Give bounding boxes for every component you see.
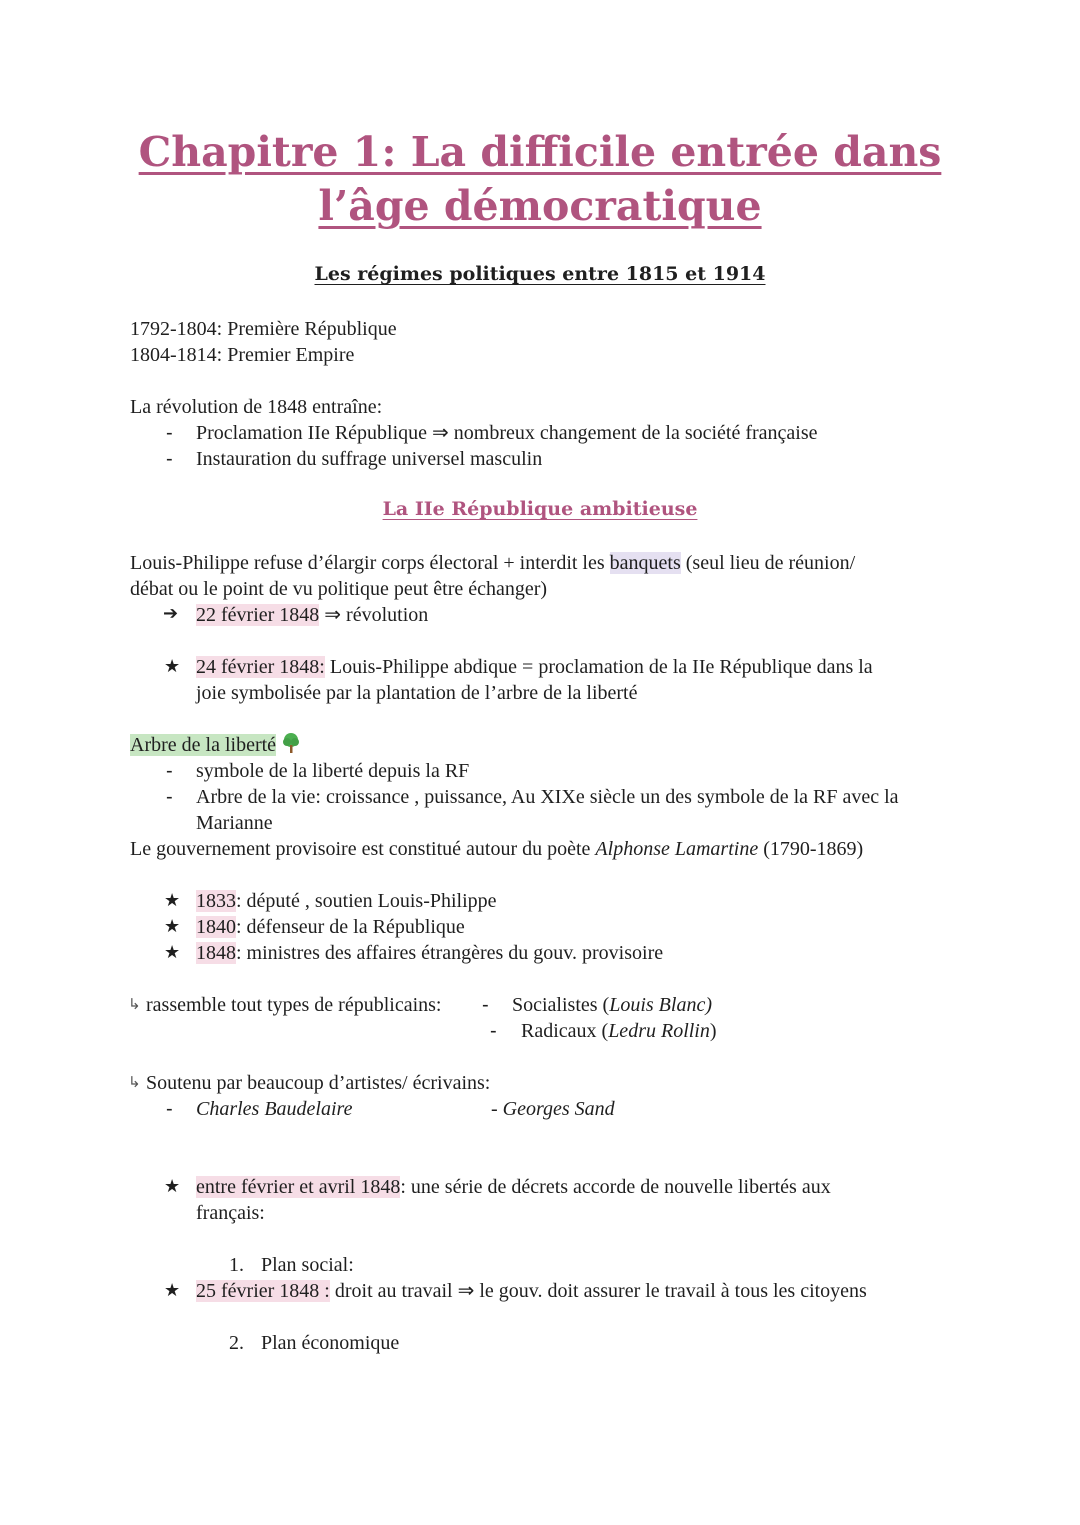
star-item — [196, 914, 465, 940]
name: Ledru Rollin — [608, 1020, 710, 1042]
sub-arrow-icon: ↳ — [128, 1073, 141, 1091]
artist-name: - Georges Sand — [491, 1098, 615, 1120]
highlight-arbre: Arbre de la liberté — [130, 734, 277, 756]
dash-bullet: - — [490, 1020, 497, 1042]
text: : député , soutien Louis-Philippe — [236, 890, 497, 912]
tree-icon — [280, 732, 302, 761]
star-item — [196, 654, 873, 680]
arbre-heading — [130, 732, 302, 761]
group-item — [521, 1018, 717, 1044]
plan-heading: Plan économique — [261, 1332, 400, 1354]
rassemble-text: rassemble tout types de républicains: — [146, 994, 442, 1016]
paragraph-line: débat ou le point de vu politique peut être échanger) — [130, 578, 548, 600]
name: Louis Blanc) — [609, 994, 712, 1016]
list-item: Arbre de la vie: croissance , puissance, Au XIXe siècle un des symbole de la RF avec la — [196, 786, 899, 808]
artist-item — [196, 1096, 352, 1122]
text: Radicaux ( — [521, 1020, 609, 1042]
list-item-cont: Marianne — [196, 812, 273, 834]
artist-item — [491, 1096, 615, 1122]
date-highlight: 1840 — [196, 916, 236, 938]
star-item — [196, 940, 663, 966]
revolution-intro: La révolution de 1848 entraîne: — [130, 396, 383, 418]
star-item-cont: français: — [196, 1202, 265, 1224]
subtitle: Les régimes politiques entre 1815 et 1914 — [314, 263, 766, 285]
date-highlight: entre février et avril 1848 — [196, 1176, 401, 1198]
arrow-icon: ➔ — [163, 603, 179, 624]
dash-bullet: - — [166, 786, 173, 808]
star-icon: ★ — [164, 890, 181, 911]
text: : ministres des affaires étrangères du gouv. provisoire — [236, 942, 664, 964]
regime-line: 1804-1814: Premier Empire — [130, 344, 355, 366]
text: (1790-1869) — [758, 838, 864, 860]
text: ⇒ révolution — [319, 604, 429, 626]
date-highlight: 1848 — [196, 942, 236, 964]
soutenu-text: Soutenu par beaucoup d’artistes/ écrivains: — [146, 1072, 491, 1094]
paragraph-line — [130, 550, 855, 576]
dash-bullet: - — [166, 760, 173, 782]
chapter-title-line1: Chapitre 1: La difficile entrée dans — [138, 128, 942, 176]
star-icon: ★ — [164, 656, 181, 677]
group-item — [512, 992, 712, 1018]
plan-number: 2. — [229, 1332, 244, 1354]
text: droit au travail ⇒ le gouv. doit assurer le travail à tous les citoyens — [329, 1280, 867, 1302]
regime-line: 1792-1804: Première République — [130, 318, 397, 340]
highlight-banquets: banquets — [609, 552, 681, 574]
star-item — [196, 1174, 831, 1200]
poet-name: Alphonse Lamartine — [595, 838, 759, 860]
date-highlight: 1833 — [196, 890, 236, 912]
dash-bullet: - — [482, 994, 489, 1016]
date-highlight: 24 février 1848: — [196, 656, 325, 678]
dash-bullet: - — [166, 422, 173, 444]
artist-name: Charles Baudelaire — [196, 1098, 353, 1120]
paragraph-line — [130, 836, 863, 862]
dash-bullet: - — [166, 448, 173, 470]
text: Socialistes ( — [512, 994, 610, 1016]
text: : une série de décrets accorde de nouvelle libertés aux — [400, 1176, 831, 1198]
list-item: symbole de la liberté depuis la RF — [196, 760, 470, 782]
arrow-item — [196, 602, 428, 628]
dash-bullet: - — [166, 1098, 173, 1120]
star-icon: ★ — [164, 1176, 181, 1197]
star-icon: ★ — [164, 1280, 181, 1301]
text: Le gouvernement provisoire est constitué autour du poète — [130, 838, 596, 860]
list-item: Proclamation IIe République ⇒ nombreux changement de la société française — [196, 422, 818, 444]
date-highlight: 22 février 1848 — [196, 604, 320, 626]
sub-arrow-icon: ↳ — [128, 995, 141, 1013]
text: (seul lieu de réunion/ — [680, 552, 856, 574]
list-item: Instauration du suffrage universel masculin — [196, 448, 543, 470]
plan-heading: Plan social: — [261, 1254, 354, 1276]
section-title: La IIe République ambitieuse — [382, 498, 698, 520]
star-item-cont: joie symbolisée par la plantation de l’arbre de la liberté — [196, 682, 638, 704]
star-item — [196, 888, 497, 914]
chapter-title-line2: l’âge démocratique — [318, 182, 762, 230]
star-icon: ★ — [164, 942, 181, 963]
date-highlight: 25 février 1848 : — [196, 1280, 330, 1302]
plan-number: 1. — [229, 1254, 244, 1276]
text: Louis-Philippe refuse d’élargir corps électoral + interdit les — [130, 552, 610, 574]
star-item — [196, 1278, 867, 1304]
text: Louis-Philippe abdique = proclamation de la IIe République dans la — [324, 656, 873, 678]
text: ) — [709, 1020, 717, 1042]
text: : défenseur de la République — [236, 916, 465, 938]
star-icon: ★ — [164, 916, 181, 937]
